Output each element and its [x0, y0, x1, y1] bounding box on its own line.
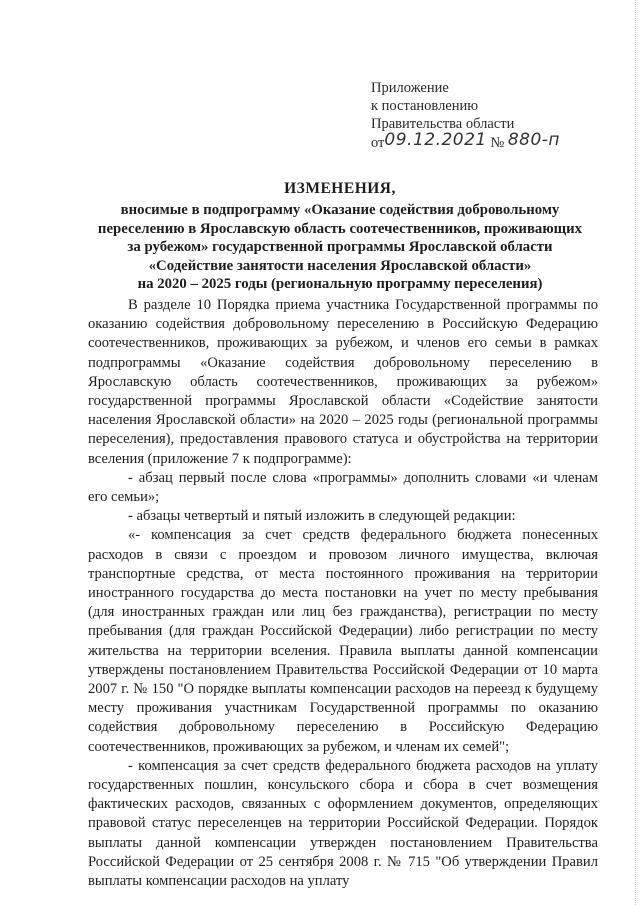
- appendix-line-2: к постановлению: [371, 98, 479, 114]
- heading-line-2: переселению в Ярославскую область соотечественников, проживающих: [97, 220, 583, 237]
- heading-line-4: «Содействие занятости населения Ярославской области»: [148, 257, 532, 274]
- paragraph-4: «- компенсация за счет средств федерального бюджета понесенных расходов в связи с проездом и провозом личного имущества, включая транспортные средства, от места постоянного проживания на территории иностранного государства до места постановки на учет по месту пребывания (для иностранных граждан или лиц без гражданства), регистрации по месту пребывания (для граждан Российской Федерации) либо регистрации по месту жительства на территории вселения. Правила выплаты данной компенсации утверждены постановлением Правительства Российской Федерации от 10 марта 2007 г. № 150 "О порядке выплаты компенсации расходов на переезд к будущему месту проживания участникам Государственной программы по оказанию содействия добровольному переселению в Российскую Федерацию соотечественников, проживающих за рубежом, и членам их семей";: [88, 527, 598, 755]
- heading-line-1: вносимые в подпрограмму «Оказание содействия добровольному: [120, 202, 560, 219]
- paragraph-5: - компенсация за счет средств федерального бюджета расходов на уплату государственных пошлин, консульского сбора и сбора в счет возмещения фактических расходов, связанных с оформлением документов, определяющих правовой статус переселенцев на территории Российской Федерации. Порядок выплаты данной компенсации утвержден постановлением Правительства Российской Федерации от 25 сентября 2008 г. № 715 "Об утверждении Правил выплаты компенсации расходов на уплату: [88, 757, 598, 890]
- heading-line-3: за рубежом» государственной программы Ярославской области: [127, 239, 553, 256]
- paragraph-3: - абзацы четвертый и пятый изложить в следующей редакции:: [128, 508, 516, 525]
- scan-edge-line: [634, 0, 636, 905]
- appendix-block: [371, 79, 621, 152]
- paragraph-1: В разделе 10 Порядка приема участника Государственной программы по оказанию содействия добровольному переселению в Российскую Федерацию соотечественников, проживающих за рубежом, и членов его семьи в рамках подпрограммы «Оказание содействия добровольному переселению в Ярославскую область соотечественников, проживающих за рубежом» государственной программы Ярославской области «Содействие занятости населения Ярославской области» на 2020 – 2025 годы (региональной программы переселения), предоставления правового статуса и обустройства на территории вселения (приложение 7 к подпрограмме):: [88, 297, 598, 467]
- appendix-line-1: Приложение: [371, 80, 449, 96]
- heading-line-5: на 2020 – 2025 годы (региональную программу переселения): [137, 276, 543, 293]
- number-prefix: №: [490, 135, 505, 151]
- document-heading: [70, 180, 610, 293]
- handwritten-date: 09.12.2021: [384, 130, 487, 150]
- heading-title: ИЗМЕНЕНИЯ,: [284, 180, 396, 197]
- paragraph-2: - абзац первый после слова «программы» дополнить словами «и членам его семьи»;: [88, 469, 598, 506]
- appendix-line-3: Правительства области: [371, 116, 515, 132]
- handwritten-number: 880-п: [507, 130, 561, 150]
- appendix-date-number: [371, 130, 621, 152]
- document-body: [88, 296, 598, 891]
- date-prefix: от: [371, 135, 385, 151]
